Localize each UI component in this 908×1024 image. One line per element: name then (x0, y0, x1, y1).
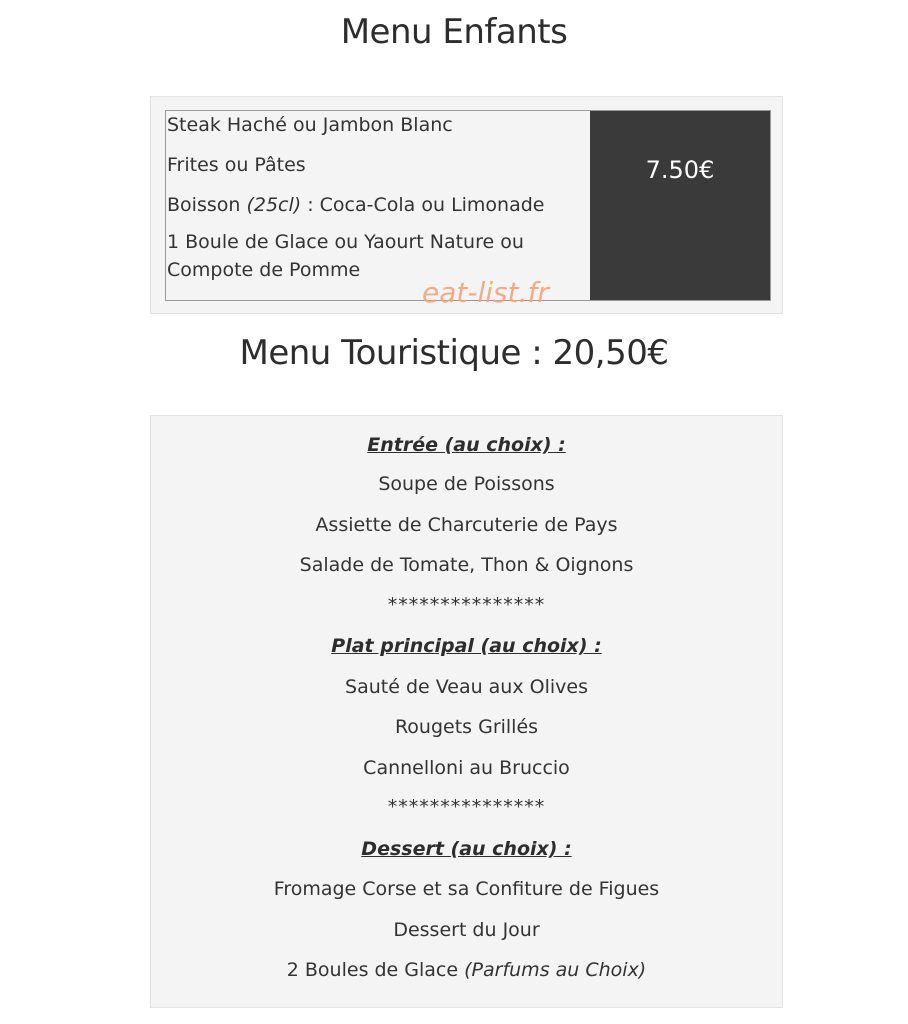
entree-item: Salade de Tomate, Thon & Oignons (299, 554, 634, 576)
menu-enfants-items (166, 111, 590, 300)
menu-touristique-title: Menu Touristique : 20,50€ (239, 333, 669, 373)
dessert-item-glace (151, 956, 782, 984)
dessert-glace-prefix: 2 Boules de Glace (286, 959, 465, 981)
menu-touristique-panel (150, 415, 783, 1008)
section-heading-dessert: Dessert (au choix) : (361, 838, 572, 860)
enfants-item-main: Steak Haché ou Jambon Blanc (167, 114, 453, 136)
dessert-item: Fromage Corse et sa Confiture de Figues (273, 878, 660, 900)
plat-item: Cannelloni au Bruccio (363, 757, 570, 779)
watermark-logo: eat-list.fr (422, 276, 549, 309)
menu-enfants-title: Menu Enfants (340, 12, 568, 52)
dessert-item: Dessert du Jour (393, 919, 540, 941)
plat-item: Sauté de Veau aux Olives (345, 676, 588, 698)
section-heading-entree: Entrée (au choix) : (367, 434, 566, 456)
menu-enfants-price: 7.50€ (590, 111, 770, 300)
enfants-item-dessert: 1 Boule de Glace ou Yaourt Nature ou Compote de Pomme (167, 231, 524, 281)
enfants-drink-prefix: Boisson (167, 194, 247, 216)
enfants-item-drink (167, 191, 590, 219)
enfants-item-side: Frites ou Pâtes (167, 154, 306, 176)
plat-item: Rougets Grillés (394, 716, 539, 738)
enfants-drink-suffix: : Coca-Cola ou Limonade (301, 194, 545, 216)
dessert-glace-parfums: (Parfums au Choix) (464, 959, 647, 981)
enfants-drink-size: (25cl) (246, 194, 302, 216)
entree-item: Assiette de Charcuterie de Pays (315, 514, 618, 536)
separator: *************** (387, 796, 546, 818)
menu-enfants-table (165, 110, 771, 301)
separator: *************** (387, 594, 546, 616)
entree-item: Soupe de Poissons (378, 473, 555, 495)
section-heading-plat: Plat principal (au choix) : (331, 635, 602, 657)
